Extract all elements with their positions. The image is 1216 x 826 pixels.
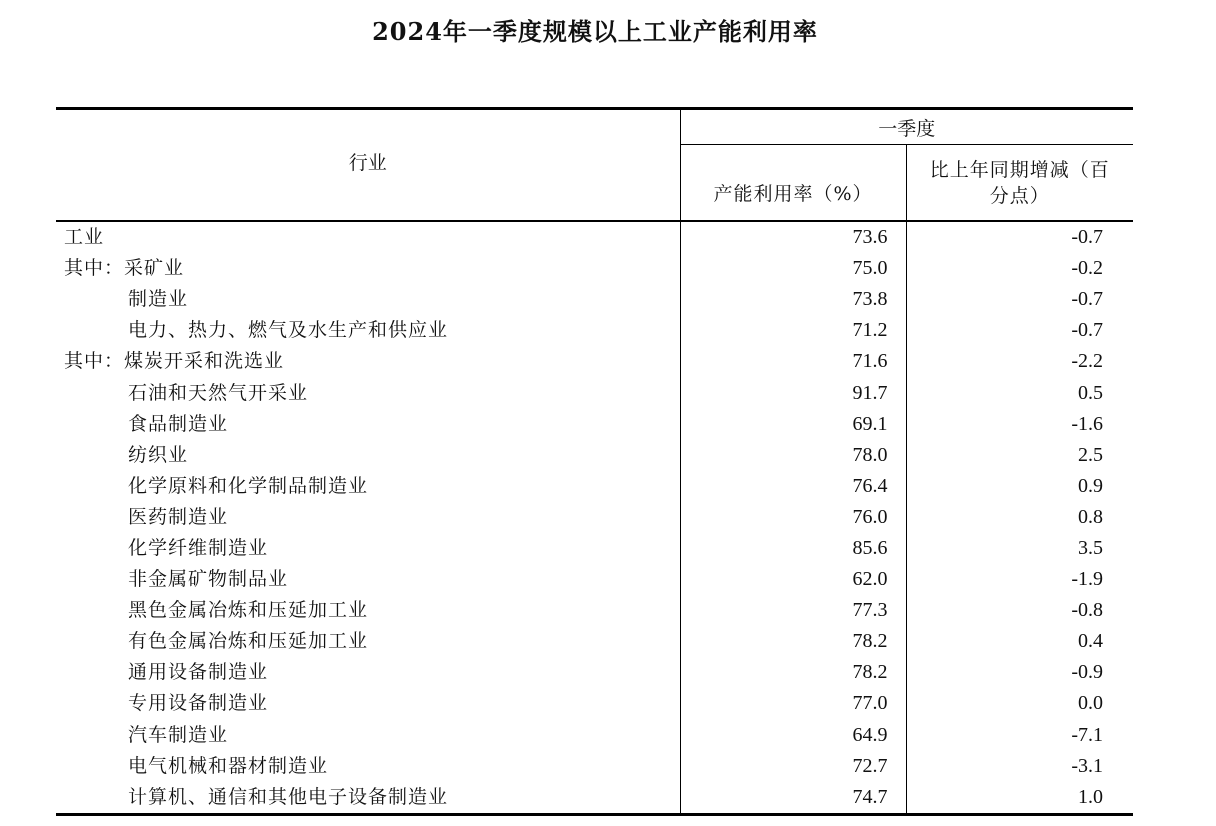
rate-value: 74.7 [680,782,906,815]
table-row [56,688,1133,719]
change-value: -0.7 [1071,226,1104,249]
rate-value: 76.4 [680,471,906,502]
change-value: 3.5 [1078,536,1104,559]
change-value: 0.8 [1078,505,1104,528]
rate-value: 62.0 [680,564,906,595]
industry-name: 制造业 [56,284,680,315]
page-title: 2024年一季度规模以上工业产能利用率 [372,17,818,46]
table-row [56,471,1133,502]
rate-value: 64.9 [680,720,906,751]
industry-name: 电气机械和器材制造业 [56,751,680,782]
table-row [56,409,1133,440]
change-value: -1.9 [1071,568,1104,591]
table-row [56,346,1133,377]
table-row [56,626,1133,657]
rate-value: 71.6 [680,346,906,377]
industry-name: 计算机、通信和其他电子设备制造业 [56,782,680,815]
table-row [56,533,1133,564]
table-row [56,595,1133,626]
change-header-line1: 比上年同期增减（百 [929,158,1110,181]
change-value: -0.9 [1071,661,1104,684]
table-row [56,782,1133,815]
table-row [56,377,1133,408]
change-value: -0.8 [1071,599,1104,622]
rate-value: 76.0 [680,502,906,533]
rate-value: 73.8 [680,284,906,315]
table-row [56,751,1133,782]
rate-value: 78.0 [680,440,906,471]
rate-value: 77.0 [680,688,906,719]
industry-name: 专用设备制造业 [56,688,680,719]
rate-column-header: 产能利用率（%） [680,145,906,222]
table-row [56,564,1133,595]
change-value: -7.1 [1071,723,1104,746]
industry-name: 电力、热力、燃气及水生产和供应业 [56,315,680,346]
change-column-header [906,145,1133,222]
table-row [56,284,1133,315]
table-row [56,720,1133,751]
industry-name: 有色金属冶炼和压延加工业 [56,626,680,657]
rate-value: 71.2 [680,315,906,346]
capacity-utilization-table-container [56,107,1133,816]
rate-value: 78.2 [680,626,906,657]
change-value: -2.2 [1071,350,1104,373]
rate-value: 85.6 [680,533,906,564]
rate-value: 73.6 [680,221,906,253]
change-value: 0.4 [1078,630,1104,653]
rate-value: 69.1 [680,409,906,440]
rate-value: 75.0 [680,253,906,284]
change-value: 1.0 [906,782,1133,815]
change-value: -3.1 [1071,754,1104,777]
rate-value: 72.7 [680,751,906,782]
industry-name: 汽车制造业 [56,720,680,751]
table-row [56,315,1133,346]
industry-name: 其中：煤炭开采和洗选业 [56,346,680,377]
industry-name: 医药制造业 [56,502,680,533]
industry-name: 食品制造业 [56,409,680,440]
change-value: -0.2 [1071,257,1104,280]
table-row [56,221,1133,253]
table-row [56,253,1133,284]
table-body [56,221,1133,814]
table-row [56,657,1133,688]
industry-name: 其中：采矿业 [56,253,680,284]
rate-value: 78.2 [680,657,906,688]
change-value: 2.5 [1078,443,1104,466]
industry-name: 黑色金属冶炼和压延加工业 [56,595,680,626]
change-value: -0.7 [1071,288,1104,311]
table-row [56,502,1133,533]
period-column-header: 一季度 [680,109,1133,145]
industry-column-header: 行业 [56,109,680,222]
table-header [56,109,1133,222]
table-row [56,440,1133,471]
industry-name: 纺织业 [56,440,680,471]
change-value: 0.9 [1078,474,1104,497]
change-header-line2: 分点） [989,184,1050,207]
change-value: 0.5 [1078,381,1104,404]
rate-value: 91.7 [680,377,906,408]
industry-name: 非金属矿物制品业 [56,564,680,595]
capacity-utilization-table [56,107,1133,816]
industry-name: 化学纤维制造业 [56,533,680,564]
industry-name: 化学原料和化学制品制造业 [56,471,680,502]
change-value: -0.7 [1071,319,1104,342]
industry-name: 石油和天然气开采业 [56,377,680,408]
industry-name: 工业 [56,221,680,253]
industry-name: 通用设备制造业 [56,657,680,688]
rate-value: 77.3 [680,595,906,626]
change-value: 0.0 [1078,692,1104,715]
change-value: -1.6 [1071,412,1104,435]
